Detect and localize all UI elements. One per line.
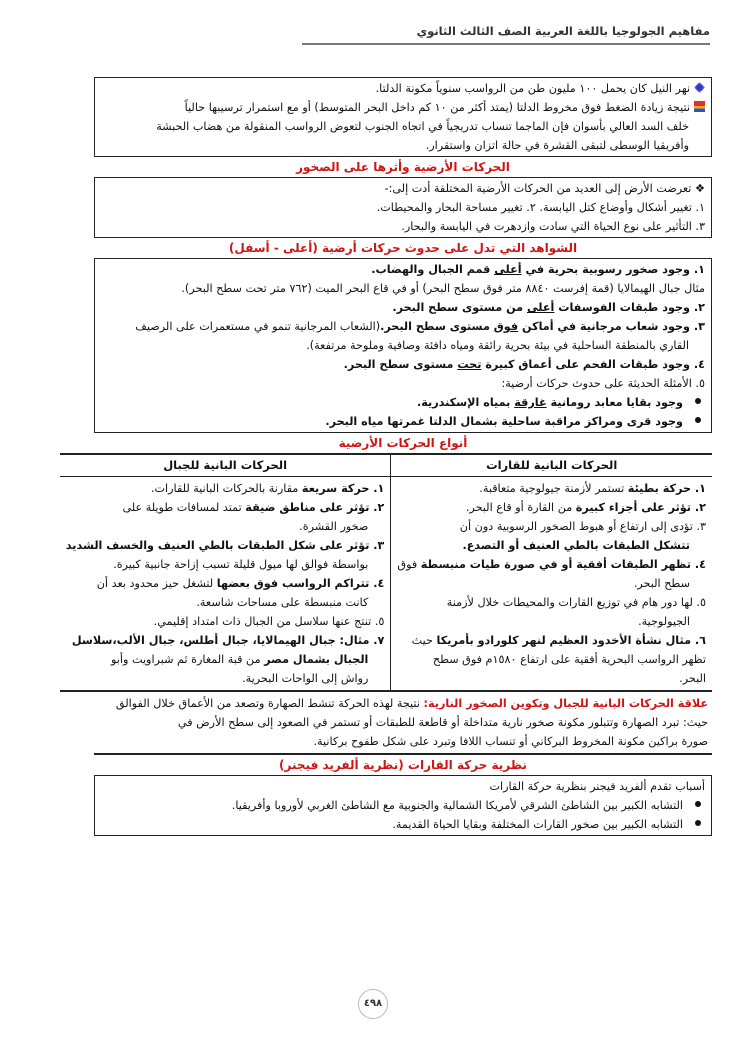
column-continents <box>391 477 712 692</box>
relation-box <box>94 692 712 755</box>
flag-bullet-icon <box>694 101 705 112</box>
evidence-bullet-2: وجود قرى ومراكز مراقبة ساحلية بشمال الدلتا غمرتها مياه البحر. <box>103 412 705 431</box>
evidence-item-4: ٤. وجود طبقات الفحم على أعماق كبيرة تحت مستوى سطح البحر. <box>343 358 705 371</box>
table-line: الجيولوجية. <box>638 615 690 628</box>
table-line: سطح البحر. <box>633 577 690 590</box>
movements-line-1: ١. تغيير أشكال وأوضاع كتل اليابسة. ٢. تغيير مساحة البحار والمحيطات. <box>376 201 705 214</box>
section-title-types: أنواع الحركات الأرضية <box>338 436 468 450</box>
table-line: كانت منبسطة على مساحات شاسعة. <box>196 596 369 609</box>
drift-box <box>94 775 712 836</box>
table-line: ١. حركة سريعة مقارنة بالحركات البانية للقارات. <box>150 482 385 495</box>
movements-box <box>94 177 712 238</box>
evidence-item-2: ٢. وجود طبقات الفوسفات أعلى من مستوى سطح البحر. <box>392 301 705 314</box>
intro-box <box>94 77 712 157</box>
table-line: البحر. <box>679 672 706 685</box>
header-continents: الحركات البانية للقارات <box>391 454 712 477</box>
table-line: ٤. تظهر الطبقات أفقية أو في صورة طيات منبسطة فوق <box>397 558 706 571</box>
relation-line-1: علاقة الحركات البانية للجبال وتكوين الصخور النارية: نتيجة لهذه الحركة تنشط الصهارة وتصعد من الأعماق خلال الفوالق <box>115 697 708 710</box>
table-line: ٥. تنتج عنها سلاسل من الجبال ذات امتداد إقليمي. <box>153 615 385 628</box>
table-line: رواش إلى الواحات البحرية. <box>242 672 369 685</box>
header-rule <box>302 43 710 45</box>
table-line: تتشكل الطبقات بالطي العنيف أو التصدع. <box>462 539 690 552</box>
header-mountains: الحركات البانية للجبال <box>60 454 391 477</box>
intro-line-1: نهر النيل كان يحمل ١٠٠ مليون طن من الرواسب سنوياً مكونة الدلتا. <box>103 79 705 98</box>
evidence-box <box>94 258 712 433</box>
bullet-dot-icon <box>695 801 701 807</box>
table-line: ٧. مثال: جبال الهيمالايا، جبال أطلس، جبال الألب،سلاسل <box>71 634 385 647</box>
bullet-dot-icon <box>695 820 701 826</box>
intro-line-3: خلف السد العالي بأسوان فإن الماجما تنساب تدريجياً في اتجاه الجنوب لتعوض الرواسب المنقولة من هضاب الحبشة <box>156 120 689 133</box>
table-line: ٣. تؤدى إلى ارتفاع أو هبوط الصخور الرسوبية دون أن <box>459 520 706 533</box>
intro-line-2: نتيجة زيادة الضغط فوق مخروط الدلتا (يمتد أكثر من ١٠ كم داخل البحر المتوسط) أو مع استمرار ترسيبها حالياً <box>103 98 705 117</box>
table-line: ١. حركة بطيئة تستمر لأزمنة جيولوجية متعاقبة. <box>479 482 706 495</box>
table-line: ٢. تؤثر على أجزاء كبيرة من القارة أو قاع البحر. <box>465 501 706 514</box>
table-line: تظهر الرواسب البحرية أفقية على ارتفاع ١٥٨٠م فوق سطح <box>432 653 706 666</box>
movements-intro: ❖ تعرضت الأرض إلى العديد من الحركات الأرضية المختلفة أدت إلى:- <box>384 182 705 195</box>
evidence-item-5: ٥. الأمثلة الحديثة على حدوث حركات أرضية: <box>501 377 705 390</box>
evidence-item-1: ١. وجود صخور رسوبية بحرية في أعلى قمم الجبال والهضاب. <box>371 263 705 276</box>
table-line: الجبال بشمال مصر من قبة المغارة ثم شبراويت وأبو <box>111 653 369 666</box>
relation-line-3: صورة براكين مكونة المخروط البركاني أو تنساب اللافا وتبرد على شكل طفوح بركانية. <box>313 735 708 748</box>
table-line: ٦. مثال نشأة الأخدود العظيم لنهر كلورادو بأمريكا حيث <box>411 634 706 647</box>
table-line: ٥. لها دور هام في توزيع القارات والمحيطات خلال لأزمنة <box>446 596 706 609</box>
diamond-bullet-icon <box>694 82 705 93</box>
relation-line-2: حيث: تبرد الصهارة وتتبلور مكونة صخور نارية متداخلة أو قاطعة للطبقات أو تستمر في الصعود إلى سطح الأرض في <box>177 716 708 729</box>
table-line: ٣. تؤثر على شكل الطبقات بالطي العنيف والخسف الشديد <box>65 539 385 552</box>
section-title-movements: الحركات الأرضية وأثرها على الصخور <box>296 160 510 174</box>
evidence-item-3-cont: القاري بالمنطقة الساحلية في بيئة بحرية رائقة ومياه دافئة وصافية وملوحة مرتفعة). <box>306 339 689 352</box>
table-line: ٤. تتراكم الرواسب فوق بعضها لتشغل حيز محدود بعد أن <box>96 577 385 590</box>
intro-line-4: وأفريقيا الوسطى لتبقى القشرة في حالة اتزان واستقرار. <box>425 139 689 152</box>
table-line: بواسطة فوالق لها ميول قليلة تسبب إزاحة جانبية كبيرة. <box>113 558 369 571</box>
page-content <box>65 77 712 836</box>
movement-types-table <box>60 453 712 692</box>
table-line: صخور القشرة. <box>299 520 369 533</box>
drift-bullet-1: التشابه الكبير بين الشاطئ الشرقي لأمريكا الشمالية والجنوبية مع الشاطئ الغربي لأوروبا وأفريقيا. <box>103 796 705 815</box>
drift-bullet-2: التشابه الكبير بين صخور القارات المختلفة وبقايا الحياة القديمة. <box>103 815 705 834</box>
bullet-dot-icon <box>695 417 701 423</box>
drift-intro: أسباب تقدم ألفريد فيجنر بنظرية حركة القارات <box>489 780 705 793</box>
evidence-item-1-example: مثال جبال الهيمالايا (قمة إفرست ٨٨٤٠ متر فوق سطح البحر) أو في قاع البحر الميت (٧٦٢ متر تحت سطح البحر). <box>181 282 705 295</box>
column-mountains <box>60 477 391 692</box>
movements-line-2: ٣. التأثير على نوع الحياة التي سادت وازدهرت في اليابسة والبحار. <box>401 220 705 233</box>
evidence-bullet-1: وجود بقايا معابد رومانية غارقة بمياه الإسكندرية. <box>103 393 705 412</box>
section-title-drift: نظرية حركة القارات (نظرية ألفريد فيجنر) <box>279 758 527 772</box>
table-line: ٢. تؤثر على مناطق ضيقة تمتد لمسافات طويلة على <box>122 501 385 514</box>
section-title-evidence: الشواهد التي تدل على حدوث حركات أرضية (أعلى - أسفل) <box>228 241 578 255</box>
evidence-item-3: ٣. وجود شعاب مرجانية في أماكن فوق مستوى سطح البحر.(الشعاب المرجانية تنمو في مستعمرات على الرصيف <box>135 320 705 333</box>
page-number: ٤٩٨ <box>358 989 388 1019</box>
bullet-dot-icon <box>695 398 701 404</box>
page-header-title: مفاهيم الجولوجيا باللغة العربية الصف الثالث الثانوي <box>416 24 710 38</box>
